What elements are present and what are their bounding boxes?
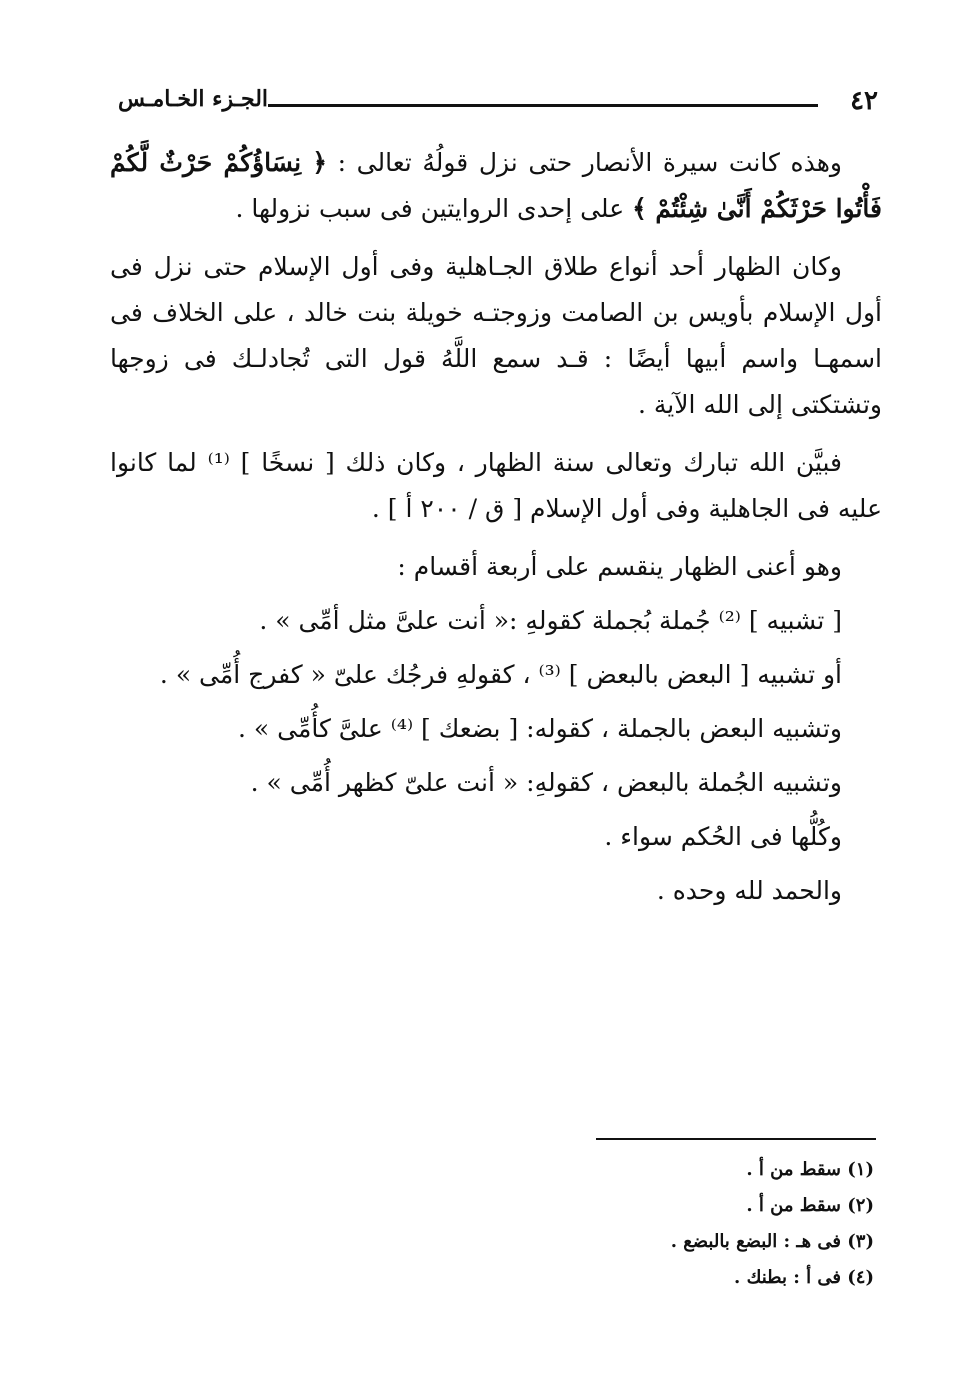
header-rule [268,104,818,107]
paragraph-2: وكان الظهار أحد أنواع طلاق الجـاهلية وفى أول الإسلام حتى نزل فى أول الإسلام بأويس بن الصامت وزوجتـه خويلة بنت خالد ، على الخلاف فى اسمهـا واسم أبيها أيضًا : قـد سمع اللَّهُ قول التى تُجادلـك فى زوجها وتشتكتى إلى الله الآية . [110,252,882,419]
footnote-3: (٣) فى هـ : البضع بالبضع . [670,1231,874,1252]
page-header [118,86,878,126]
running-title: الجـزء الخـامـس [118,86,269,112]
footnote-2: (٢) سقط من أ . [746,1195,874,1216]
list-item-3: وتشبيه البعض بالجملة ، كقوله: [ بضعك ] ⁽⁴⁾ علىَّ كأُمِّى » . [237,714,842,743]
footnotes [374,1152,874,1296]
paragraph-1-after: على إحدى الروايتين فى سبب نزولها . [235,194,633,223]
paragraph-1-before: وهذه كانت سيرة الأنصار حتى نزل قولُهُ تعالى : [327,148,842,177]
paragraph-3: فبيَّن الله تبارك وتعالى سنة الظهار ، وكان ذلك [ نسخًا ] ⁽¹⁾ لما كانوا عليه فى الجاهلية وفى أول الإسلام [ ق / ٢٠٠ أ ] . [110,448,882,523]
list-item-4: وتشبيه الجُملة بالبعض ، كقولهِ: « أنت علىّ كظهر أُمِّى » . [250,768,842,797]
footnote-4: (٤) فى أ : بطنك . [734,1267,874,1288]
footnote-rule [596,1138,876,1140]
list-item-5: وكُلُّها فى الحُكم سواء . [604,822,842,851]
list-item-1: [ تشبيه ] ⁽²⁾ جُملة بُجملة كقولهِ :« أنت علىَّ مثل أمِّى » . [259,606,842,635]
paragraph-1 [110,140,882,232]
body-text [110,140,882,922]
list-item-6: والحمد لله وحده . [656,876,842,905]
intro-line: وهو أعنى الظهار ينقسم على أربعة أقسام : [397,552,842,581]
list-item-2: أو تشبيه [ البعض بالبعض ] ⁽³⁾ ، كقولهِ فرجُك علىّ « كفرج أُمِّى » . [159,660,842,689]
quran-verse: ﴿ نِسَاؤُكُمْ حَرْثٌ لَّكُمْ فَأْتُوا حَرْثَكُمْ أَنَّىٰ شِئْتُمْ ﴾ [110,148,882,223]
footnote-1: (١) سقط من أ . [746,1159,874,1180]
page-number: ٤٢ [850,86,878,116]
